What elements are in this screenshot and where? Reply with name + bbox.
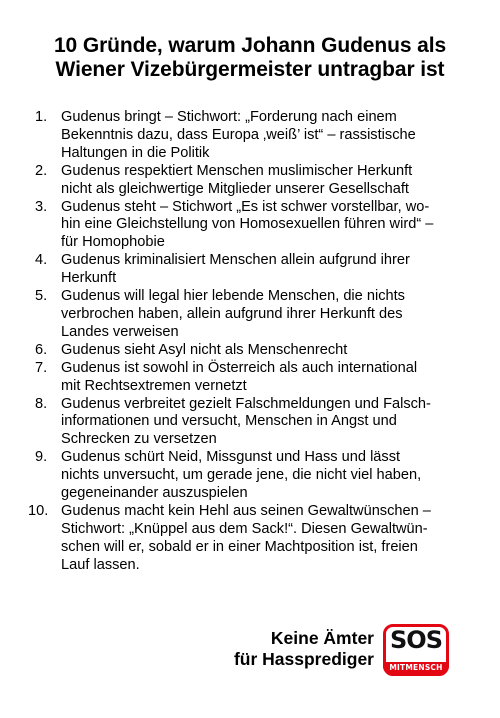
- reason-text-line: für Homophobie: [61, 234, 165, 251]
- reason-text-line: informationen und versucht, Menschen in Angst und: [61, 413, 397, 430]
- reason-number: 6.: [35, 341, 48, 358]
- reason-text-line: Gudenus schürt Neid, Missgunst und Hass und lässt: [61, 449, 401, 466]
- reason-item-4: [35, 252, 475, 288]
- reason-text-line: Lauf lassen.: [61, 556, 140, 573]
- logo-sub-text: MITMENSCH: [383, 662, 449, 674]
- reason-text-line: Haltungen in die Politik: [61, 144, 210, 161]
- slogan: [234, 628, 374, 670]
- reason-text-line: mit Rechtsextremen vernetzt: [61, 377, 247, 394]
- slogan-line: für Hassprediger: [233, 649, 374, 669]
- reason-number: 5.: [35, 288, 48, 305]
- reason-text-line: Landes verweisen: [61, 323, 179, 340]
- reason-item-10: [28, 502, 475, 575]
- reason-item-6: [35, 342, 475, 360]
- reason-number: 10.: [28, 502, 49, 519]
- reason-text-line: Gudenus ist sowohl in Österreich als auch international: [61, 359, 418, 376]
- reason-item-8: [35, 396, 475, 450]
- reason-text-line: Gudenus kriminalisiert Menschen allein aufgrund ihrer: [61, 252, 410, 269]
- reason-item-3: [35, 199, 475, 253]
- reason-text-line: Gudenus will legal hier lebende Menschen, die nichts: [61, 288, 405, 305]
- reason-text-line: schen will er, sobald er in einer Machtposition ist, freien: [61, 538, 418, 555]
- reason-text-line: Gudenus sieht Asyl nicht als Menschenrecht: [61, 341, 348, 358]
- footer: [0, 624, 500, 684]
- reason-item-5: [35, 288, 475, 342]
- reason-number: 3.: [35, 198, 48, 215]
- title-line: 10 Gründe, warum Johann Gudenus als: [53, 34, 447, 57]
- reason-text-line: Gudenus bringt – Stichwort: „Forderung nach einem: [61, 109, 397, 125]
- reason-number: 4.: [35, 252, 48, 269]
- title-line: Wiener Vizebürgermeister untragbar ist: [55, 58, 445, 81]
- reason-text-line: verbrochen haben, allein aufgrund ihrer Herkunft des: [61, 305, 403, 322]
- reason-text-line: Gudenus steht – Stichwort „Es ist schwer vorstellbar, wo-: [61, 198, 430, 215]
- reason-text-line: Gudenus verbreitet gezielt Falschmeldungen und Falsch-: [61, 395, 431, 412]
- reason-text-line: Herkunft: [61, 270, 117, 287]
- reason-text-line: nichts unversucht, um gerade jene, die nicht viel haben,: [61, 467, 422, 484]
- reason-text-line: Gudenus respektiert Menschen muslimischer Herkunft: [61, 162, 413, 179]
- reasons-list: [28, 109, 475, 575]
- sos-mitmensch-logo: [383, 624, 451, 680]
- logo-main-text: SOS: [390, 626, 442, 654]
- reason-text-line: Stichwort: „Knüppel aus dem Sack!“. Diesen Gewaltwün-: [61, 520, 428, 537]
- reason-number: 1.: [35, 109, 48, 125]
- reason-text-line: gegeneinander auszuspielen: [61, 485, 248, 502]
- slogan-line: Keine Ämter: [270, 628, 374, 648]
- reason-number: 2.: [35, 162, 48, 179]
- reason-text-line: nicht als gleichwertige Mitglieder unserer Gesellschaft: [61, 180, 409, 197]
- reason-text-line: hin eine Gleichstellung von Homosexuellen führen wird“ –: [61, 216, 434, 233]
- reason-text-line: Bekenntnis dazu, dass Europa ‚weiß’ ist“ – rassistische: [61, 126, 416, 143]
- reason-number: 7.: [35, 359, 48, 376]
- reason-item-7: [35, 360, 475, 396]
- reason-text-line: Gudenus macht kein Hehl aus seinen Gewaltwünschen –: [61, 502, 431, 519]
- document-title: [0, 34, 500, 82]
- reason-item-2: [35, 163, 475, 199]
- reason-text-line: Schrecken zu versetzen: [61, 431, 217, 448]
- reason-item-1: [35, 109, 475, 163]
- reason-item-9: [35, 449, 475, 503]
- reason-number: 8.: [35, 395, 48, 412]
- reason-number: 9.: [35, 449, 48, 466]
